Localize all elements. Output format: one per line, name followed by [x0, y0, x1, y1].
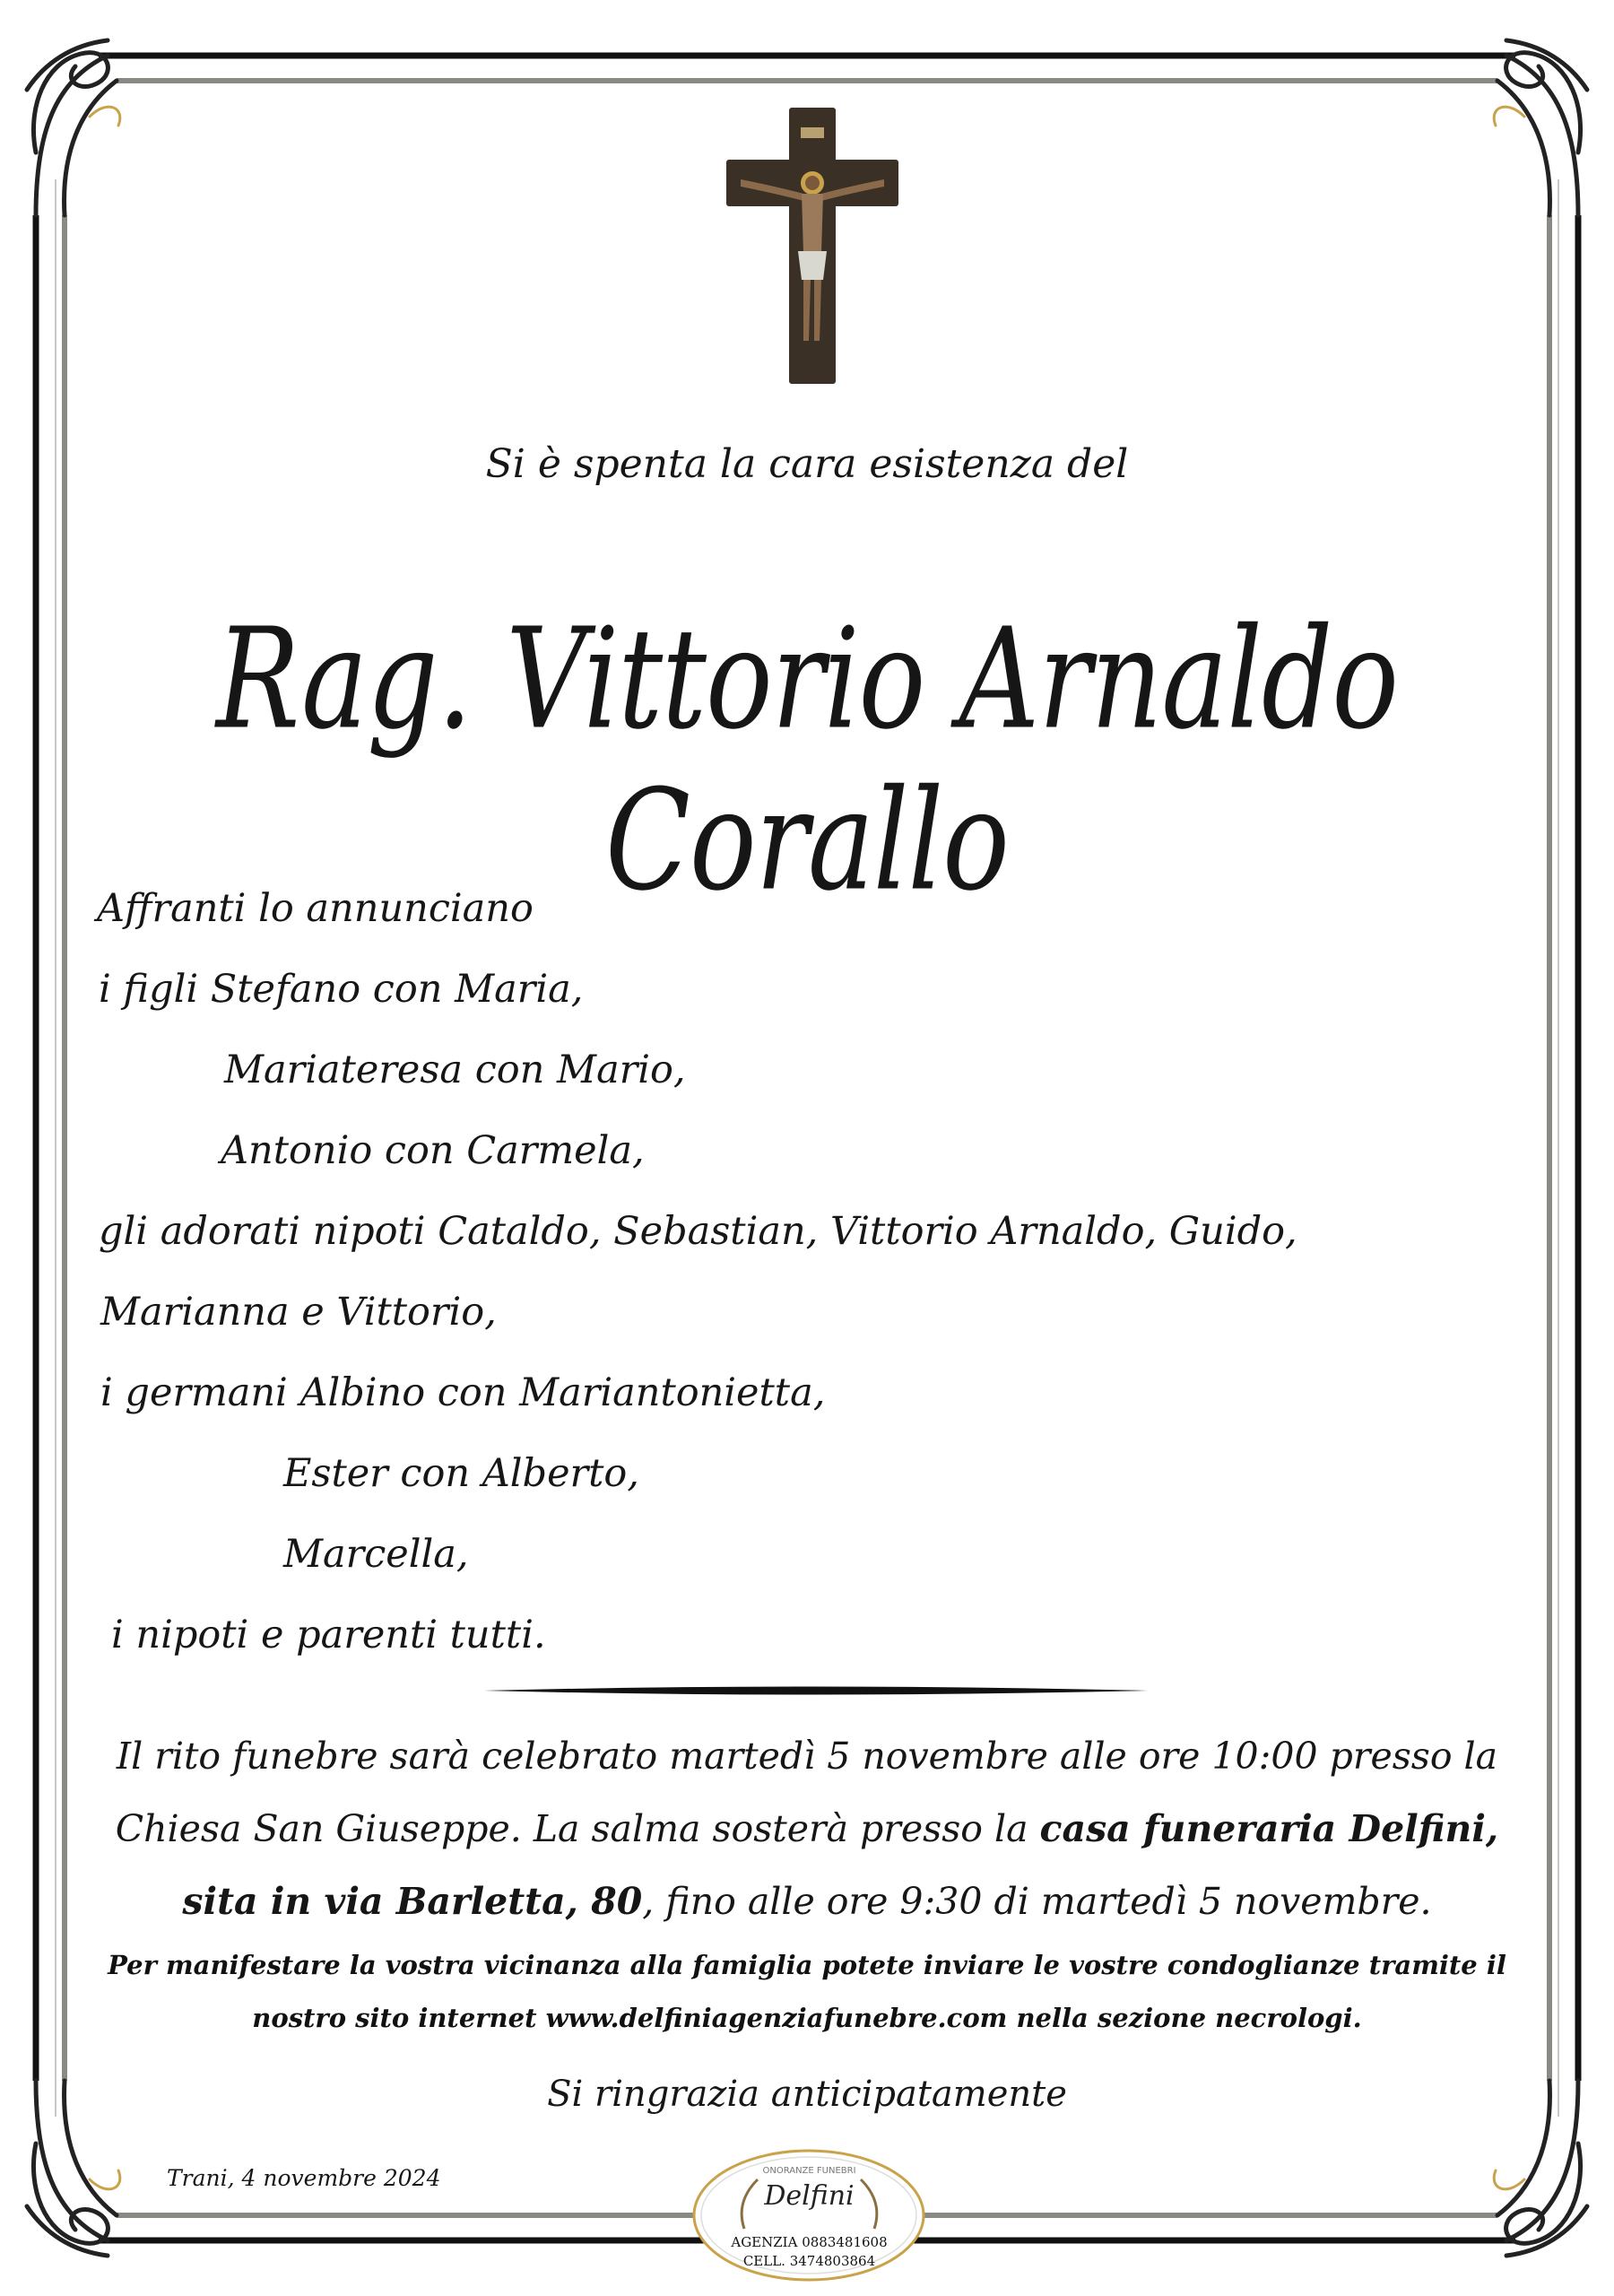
logo-cell-phone: CELL. 3474803864: [742, 2253, 876, 2269]
family-line: Marianna e Vittorio,: [100, 1290, 497, 1335]
logo-brand: Delfini: [764, 2180, 855, 2212]
funeral-rite-text: [81, 1720, 1533, 1938]
family-line: i nipoti e parenti tutti.: [111, 1613, 546, 1657]
thanks-text: Si ringrazia anticipatamente: [547, 2074, 1067, 2115]
ornamental-corner-icon: [1494, 40, 1587, 215]
rite-text-end: , fino alle ore 9:30 di martedì 5 novembre.: [642, 1880, 1432, 1923]
family-line: Antonio con Carmela,: [221, 1128, 645, 1173]
family-line: gli adorati nipoti Cataldo, Sebastian, Vittorio Arnaldo, Guido,: [99, 1209, 1297, 1254]
crucifix-icon: [708, 100, 915, 387]
family-line: Mariateresa con Mario,: [224, 1048, 686, 1092]
logo-agency-phone: AGENZIA 0883481608: [731, 2234, 888, 2250]
family-line: Marcella,: [283, 1532, 469, 1577]
rite-venue: casa funeraria Delfini, sita in via Barletta, 80: [182, 1807, 1499, 1923]
divider: [484, 1687, 1148, 1695]
family-line: i germani Albino con Mariantonietta,: [100, 1370, 826, 1415]
ornamental-corner-icon: [27, 40, 120, 215]
logo-top-text: ONORANZE FUNEBRI: [762, 2166, 856, 2176]
rite-text: Il rito funebre sarà celebrato martedì 5 novembre alle ore 10:00 presso la Chiesa San Giuseppe. La salma sosterà presso la: [115, 1735, 1498, 1850]
deceased-name: Rag. Vittorio Arnaldo Corallo: [216, 599, 1398, 922]
agency-logo: [690, 2148, 928, 2283]
condolence-note: Per manifestare la vostra vicinanza alla famiglia potete inviare le vostre condoglianze tramite il nostro sito internet www.delfiniagenziafunebre.com nella sezione necrologi.: [108, 1950, 1506, 2033]
family-line: Ester con Alberto,: [283, 1451, 639, 1496]
family-line: Affranti lo annunciano: [97, 886, 534, 931]
family-line: i figli Stefano con Maria,: [99, 967, 584, 1012]
intro-text: Si è spenta la cara esistenza del: [485, 441, 1129, 487]
place-date: Trani, 4 novembre 2024: [167, 2165, 441, 2191]
